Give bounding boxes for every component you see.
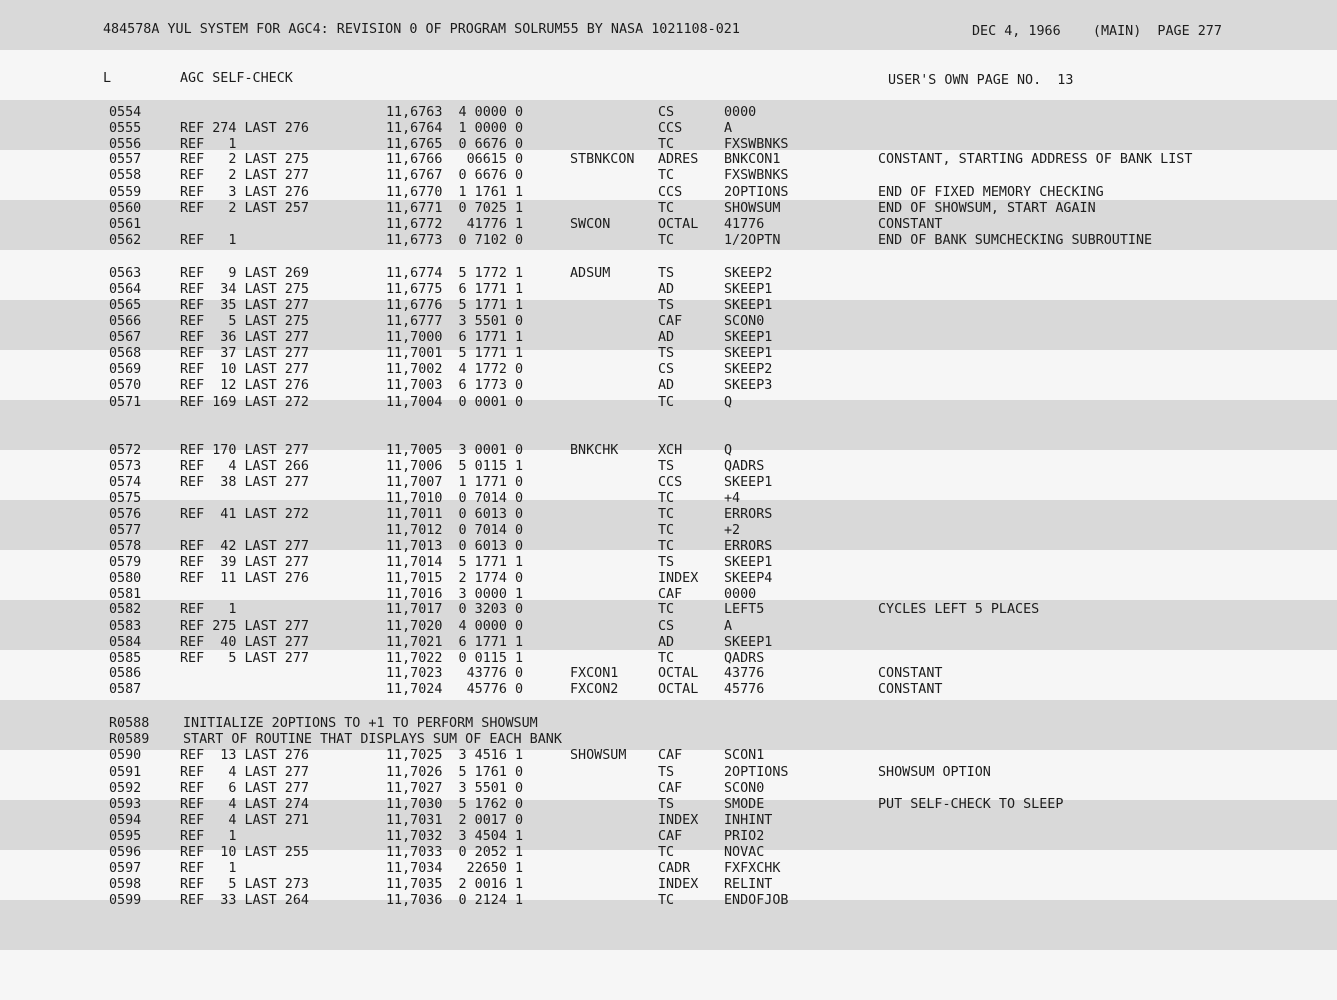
- opcode: CCS: [658, 121, 683, 136]
- symbol-label: SHOWSUM: [570, 748, 627, 763]
- operand: 1/2OPTN: [724, 233, 781, 248]
- cross-reference: REF 37 LAST 277: [180, 346, 309, 361]
- line-number: 0583: [109, 619, 142, 634]
- comment: CYCLES LEFT 5 PLACES: [878, 602, 1040, 617]
- line-number: 0598: [109, 877, 142, 892]
- line-number: 0597: [109, 861, 142, 876]
- opcode: CAF: [658, 748, 683, 763]
- operand: SKEEP1: [724, 555, 773, 570]
- operand: 0000: [724, 105, 757, 120]
- listing-row: [0, 330, 1337, 346]
- cross-reference: REF 5 LAST 275: [180, 314, 309, 329]
- operand: LEFT5: [724, 602, 765, 617]
- cross-reference: REF 10 LAST 277: [180, 362, 309, 377]
- cross-reference: REF 274 LAST 276: [180, 121, 309, 136]
- cross-reference: REF 38 LAST 277: [180, 475, 309, 490]
- listing-row: [0, 539, 1337, 555]
- operand: SKEEP1: [724, 346, 773, 361]
- address-code: 11,7013 0 6013 0: [386, 539, 524, 554]
- address-code: 11,7001 5 1771 1: [386, 346, 524, 361]
- listing-row: [0, 475, 1337, 491]
- cross-reference: REF 2 LAST 257: [180, 201, 309, 216]
- opcode: CAF: [658, 314, 683, 329]
- cross-reference: REF 4 LAST 266: [180, 459, 309, 474]
- operand: +2: [724, 523, 741, 538]
- address-code: 11,6766 06615 0: [386, 152, 524, 167]
- opcode: CADR: [658, 861, 691, 876]
- operand: Q: [724, 443, 733, 458]
- line-number: 0593: [109, 797, 142, 812]
- address-code: 11,7012 0 7014 0: [386, 523, 524, 538]
- operand: SCON0: [724, 314, 765, 329]
- listing-row: [0, 781, 1337, 797]
- line-number: 0585: [109, 651, 142, 666]
- cross-reference: REF 9 LAST 269: [180, 266, 309, 281]
- cross-reference: REF 36 LAST 277: [180, 330, 309, 345]
- cross-reference: REF 41 LAST 272: [180, 507, 309, 522]
- address-code: 11,7006 5 0115 1: [386, 459, 524, 474]
- address-code: 11,7015 2 1774 0: [386, 571, 524, 586]
- address-code: 11,6764 1 0000 0: [386, 121, 524, 136]
- opcode: CS: [658, 362, 675, 377]
- opcode: AD: [658, 282, 675, 297]
- operand: SKEEP1: [724, 330, 773, 345]
- opcode: CS: [658, 105, 675, 120]
- page-header-date-page: DEC 4, 1966 (MAIN) PAGE 277: [972, 24, 1222, 39]
- cross-reference: REF 42 LAST 277: [180, 539, 309, 554]
- opcode: TC: [658, 168, 675, 183]
- listing-row: [0, 555, 1337, 571]
- opcode: INDEX: [658, 571, 699, 586]
- line-number: 0556: [109, 137, 142, 152]
- opcode: CAF: [658, 781, 683, 796]
- opcode: TS: [658, 266, 675, 281]
- operand: QADRS: [724, 459, 765, 474]
- listing-row: [0, 491, 1337, 507]
- address-code: 11,7004 0 0001 0: [386, 395, 524, 410]
- opcode: TC: [658, 201, 675, 216]
- address-code: 11,7024 45776 0: [386, 682, 524, 697]
- line-number: 0565: [109, 298, 142, 313]
- symbol-label: BNKCHK: [570, 443, 619, 458]
- operand: 2OPTIONS: [724, 185, 789, 200]
- comment: CONSTANT: [878, 682, 943, 697]
- opcode: TC: [658, 233, 675, 248]
- address-code: 11,7026 5 1761 0: [386, 765, 524, 780]
- address-code: 11,6771 0 7025 1: [386, 201, 524, 216]
- listing-row: [0, 121, 1337, 137]
- operand: QADRS: [724, 651, 765, 666]
- opcode: INDEX: [658, 813, 699, 828]
- opcode: TC: [658, 507, 675, 522]
- address-code: 11,6775 6 1771 1: [386, 282, 524, 297]
- address-code: 11,6772 41776 1: [386, 217, 524, 232]
- opcode: OCTAL: [658, 217, 699, 232]
- cross-reference: REF 2 LAST 275: [180, 152, 309, 167]
- address-code: 11,7023 43776 0: [386, 666, 524, 681]
- cross-reference: REF 11 LAST 276: [180, 571, 309, 586]
- address-code: 11,7027 3 5501 0: [386, 781, 524, 796]
- cross-reference: REF 13 LAST 276: [180, 748, 309, 763]
- operand: BNKCON1: [724, 152, 781, 167]
- symbol-label: ADSUM: [570, 266, 611, 281]
- address-code: 11,7031 2 0017 0: [386, 813, 524, 828]
- listing-row: [0, 137, 1337, 153]
- address-code: 11,6774 5 1772 1: [386, 266, 524, 281]
- line-number: 0569: [109, 362, 142, 377]
- opcode: CCS: [658, 475, 683, 490]
- line-number: 0572: [109, 443, 142, 458]
- operand: 43776: [724, 666, 765, 681]
- address-code: 11,7002 4 1772 0: [386, 362, 524, 377]
- opcode: TC: [658, 137, 675, 152]
- opcode: TS: [658, 555, 675, 570]
- line-number: 0596: [109, 845, 142, 860]
- listing-row: [0, 635, 1337, 651]
- comment: CONSTANT, STARTING ADDRESS OF BANK LIST: [878, 152, 1193, 167]
- opcode: OCTAL: [658, 666, 699, 681]
- address-code: 11,7033 0 2052 1: [386, 845, 524, 860]
- address-code: 11,7011 0 6013 0: [386, 507, 524, 522]
- listing-row: [0, 571, 1337, 587]
- opcode: AD: [658, 330, 675, 345]
- opcode: TS: [658, 346, 675, 361]
- cross-reference: REF 1: [180, 829, 237, 844]
- listing-row: [0, 314, 1337, 330]
- listing-row: [0, 523, 1337, 539]
- address-code: 11,6763 4 0000 0: [386, 105, 524, 120]
- listing-row: [0, 587, 1337, 603]
- cross-reference: REF 12 LAST 276: [180, 378, 309, 393]
- line-number: 0587: [109, 682, 142, 697]
- address-code: 11,6777 3 5501 0: [386, 314, 524, 329]
- line-number: 0558: [109, 168, 142, 183]
- remark-text: START OF ROUTINE THAT DISPLAYS SUM OF EACH BANK: [183, 732, 562, 747]
- address-code: 11,6773 0 7102 0: [386, 233, 524, 248]
- line-number: 0559: [109, 185, 142, 200]
- listing-row: [0, 682, 1337, 698]
- line-number: 0567: [109, 330, 142, 345]
- comment: CONSTANT: [878, 217, 943, 232]
- address-code: 11,6765 0 6676 0: [386, 137, 524, 152]
- listing-row: [0, 748, 1337, 764]
- opcode: CAF: [658, 587, 683, 602]
- address-code: 11,7020 4 0000 0: [386, 619, 524, 634]
- listing-row: [0, 861, 1337, 877]
- listing-row: [0, 507, 1337, 523]
- opcode: CS: [658, 619, 675, 634]
- line-number: R0588: [109, 716, 150, 731]
- line-number: 0568: [109, 346, 142, 361]
- opcode: ADRES: [658, 152, 699, 167]
- line-number: 0557: [109, 152, 142, 167]
- line-number: 0580: [109, 571, 142, 586]
- line-number: 0590: [109, 748, 142, 763]
- address-code: 11,6770 1 1761 1: [386, 185, 524, 200]
- cross-reference: REF 10 LAST 255: [180, 845, 309, 860]
- listing-marker: L: [103, 71, 112, 86]
- opcode: TC: [658, 651, 675, 666]
- symbol-label: FXCON1: [570, 666, 619, 681]
- line-number: 0575: [109, 491, 142, 506]
- operand: SKEEP1: [724, 475, 773, 490]
- address-code: 11,7035 2 0016 1: [386, 877, 524, 892]
- cross-reference: REF 169 LAST 272: [180, 395, 309, 410]
- address-code: 11,7005 3 0001 0: [386, 443, 524, 458]
- operand: A: [724, 619, 733, 634]
- listing-row: [0, 346, 1337, 362]
- line-number: 0566: [109, 314, 142, 329]
- cross-reference: REF 40 LAST 277: [180, 635, 309, 650]
- line-number: 0582: [109, 602, 142, 617]
- cross-reference: REF 34 LAST 275: [180, 282, 309, 297]
- operand: SKEEP1: [724, 282, 773, 297]
- opcode: TC: [658, 523, 675, 538]
- line-number: 0574: [109, 475, 142, 490]
- symbol-label: FXCON2: [570, 682, 619, 697]
- operand: 45776: [724, 682, 765, 697]
- line-number: 0584: [109, 635, 142, 650]
- operand: 0000: [724, 587, 757, 602]
- address-code: 11,7030 5 1762 0: [386, 797, 524, 812]
- opcode: OCTAL: [658, 682, 699, 697]
- cross-reference: REF 4 LAST 274: [180, 797, 309, 812]
- operand: SHOWSUM: [724, 201, 781, 216]
- address-code: 11,7021 6 1771 1: [386, 635, 524, 650]
- address-code: 11,7003 6 1773 0: [386, 378, 524, 393]
- symbol-label: STBNKCON: [570, 152, 635, 167]
- listing-row: [0, 813, 1337, 829]
- listing-row: [0, 732, 1337, 748]
- operand: ERRORS: [724, 539, 773, 554]
- listing-row: [0, 877, 1337, 893]
- operand: INHINT: [724, 813, 773, 828]
- cross-reference: REF 39 LAST 277: [180, 555, 309, 570]
- line-number: 0554: [109, 105, 142, 120]
- cross-reference: REF 2 LAST 277: [180, 168, 309, 183]
- operand: SKEEP3: [724, 378, 773, 393]
- line-number: 0570: [109, 378, 142, 393]
- cross-reference: REF 1: [180, 233, 237, 248]
- line-number: 0562: [109, 233, 142, 248]
- operand: SMODE: [724, 797, 765, 812]
- opcode: TC: [658, 491, 675, 506]
- line-number: 0555: [109, 121, 142, 136]
- opcode: TC: [658, 845, 675, 860]
- opcode: TC: [658, 602, 675, 617]
- address-code: 11,7036 0 2124 1: [386, 893, 524, 908]
- listing-row: [0, 282, 1337, 298]
- opcode: CAF: [658, 829, 683, 844]
- cross-reference: REF 3 LAST 276: [180, 185, 309, 200]
- line-number: 0581: [109, 587, 142, 602]
- operand: Q: [724, 395, 733, 410]
- operand: PRIO2: [724, 829, 765, 844]
- comment: PUT SELF-CHECK TO SLEEP: [878, 797, 1064, 812]
- operand: NOVAC: [724, 845, 765, 860]
- comment: END OF BANK SUMCHECKING SUBROUTINE: [878, 233, 1153, 248]
- listing-row: [0, 395, 1337, 411]
- cross-reference: REF 275 LAST 277: [180, 619, 309, 634]
- listing-row: [0, 266, 1337, 282]
- page-header-title: 484578A YUL SYSTEM FOR AGC4: REVISION 0 OF PROGRAM SOLRUM55 BY NASA 1021108-021: [103, 22, 740, 37]
- operand: 2OPTIONS: [724, 765, 789, 780]
- operand: 41776: [724, 217, 765, 232]
- operand: SCON0: [724, 781, 765, 796]
- line-number: R0589: [109, 732, 150, 747]
- operand: SKEEP2: [724, 362, 773, 377]
- operand: SCON1: [724, 748, 765, 763]
- comment: SHOWSUM OPTION: [878, 765, 991, 780]
- line-number: 0576: [109, 507, 142, 522]
- listing-row: [0, 168, 1337, 184]
- line-number: 0564: [109, 282, 142, 297]
- line-number: 0586: [109, 666, 142, 681]
- address-code: 11,7016 3 0000 1: [386, 587, 524, 602]
- cross-reference: REF 4 LAST 271: [180, 813, 309, 828]
- operand: +4: [724, 491, 741, 506]
- address-code: 11,6776 5 1771 1: [386, 298, 524, 313]
- listing-row: [0, 298, 1337, 314]
- address-code: 11,6767 0 6676 0: [386, 168, 524, 183]
- opcode: XCH: [658, 443, 683, 458]
- operand: FXSWBNKS: [724, 137, 789, 152]
- cross-reference: REF 5 LAST 273: [180, 877, 309, 892]
- users-page-number: USER'S OWN PAGE NO. 13: [888, 73, 1074, 88]
- cross-reference: REF 5 LAST 277: [180, 651, 309, 666]
- line-number: 0595: [109, 829, 142, 844]
- line-number: 0571: [109, 395, 142, 410]
- listing-row: [0, 459, 1337, 475]
- address-code: 11,7017 0 3203 0: [386, 602, 524, 617]
- listing-row: [0, 765, 1337, 781]
- listing-row: [0, 378, 1337, 394]
- line-number: 0573: [109, 459, 142, 474]
- address-code: 11,7032 3 4504 1: [386, 829, 524, 844]
- opcode: INDEX: [658, 877, 699, 892]
- listing-row: [0, 201, 1337, 217]
- operand: A: [724, 121, 733, 136]
- line-number: 0561: [109, 217, 142, 232]
- listing-row: [0, 666, 1337, 682]
- opcode: TC: [658, 893, 675, 908]
- listing-row: [0, 619, 1337, 635]
- cross-reference: REF 1: [180, 861, 237, 876]
- listing-row: [0, 105, 1337, 121]
- line-number: 0592: [109, 781, 142, 796]
- operand: SKEEP4: [724, 571, 773, 586]
- operand: ENDOFJOB: [724, 893, 789, 908]
- line-number: 0579: [109, 555, 142, 570]
- address-code: 11,7025 3 4516 1: [386, 748, 524, 763]
- line-number: 0599: [109, 893, 142, 908]
- listing-row: [0, 362, 1337, 378]
- opcode: TS: [658, 459, 675, 474]
- cross-reference: REF 4 LAST 277: [180, 765, 309, 780]
- listing-row: [0, 651, 1337, 667]
- cross-reference: REF 1: [180, 137, 237, 152]
- opcode: TC: [658, 395, 675, 410]
- opcode: TS: [658, 298, 675, 313]
- line-number: 0563: [109, 266, 142, 281]
- line-number: 0594: [109, 813, 142, 828]
- operand: ERRORS: [724, 507, 773, 522]
- cross-reference: REF 1: [180, 602, 237, 617]
- symbol-label: SWCON: [570, 217, 611, 232]
- line-number: 0591: [109, 765, 142, 780]
- opcode: TC: [658, 539, 675, 554]
- address-code: 11,7010 0 7014 0: [386, 491, 524, 506]
- operand: RELINT: [724, 877, 773, 892]
- comment: END OF SHOWSUM, START AGAIN: [878, 201, 1096, 216]
- operand: SKEEP1: [724, 298, 773, 313]
- address-code: 11,7022 0 0115 1: [386, 651, 524, 666]
- remark-text: INITIALIZE 2OPTIONS TO +1 TO PERFORM SHOWSUM: [183, 716, 538, 731]
- line-number: 0560: [109, 201, 142, 216]
- opcode: TS: [658, 797, 675, 812]
- operand: SKEEP2: [724, 266, 773, 281]
- address-code: 11,7007 1 1771 0: [386, 475, 524, 490]
- address-code: 11,7000 6 1771 1: [386, 330, 524, 345]
- opcode: AD: [658, 635, 675, 650]
- listing-row: [0, 893, 1337, 909]
- listing-row: [0, 797, 1337, 813]
- cross-reference: REF 33 LAST 264: [180, 893, 309, 908]
- cross-reference: REF 170 LAST 277: [180, 443, 309, 458]
- operand: FXFXCHK: [724, 861, 781, 876]
- line-number: 0577: [109, 523, 142, 538]
- listing-row: [0, 152, 1337, 168]
- listing-row: [0, 443, 1337, 459]
- section-title: AGC SELF-CHECK: [180, 71, 293, 86]
- address-code: 11,7034 22650 1: [386, 861, 524, 876]
- operand: SKEEP1: [724, 635, 773, 650]
- listing-row: [0, 217, 1337, 233]
- line-number: 0578: [109, 539, 142, 554]
- listing-row: [0, 185, 1337, 201]
- opcode: AD: [658, 378, 675, 393]
- listing-row: [0, 716, 1337, 732]
- listing-row: [0, 845, 1337, 861]
- comment: END OF FIXED MEMORY CHECKING: [878, 185, 1104, 200]
- operand: FXSWBNKS: [724, 168, 789, 183]
- listing-row: [0, 829, 1337, 845]
- opcode: TS: [658, 765, 675, 780]
- listing-row: [0, 233, 1337, 249]
- cross-reference: REF 6 LAST 277: [180, 781, 309, 796]
- opcode: CCS: [658, 185, 683, 200]
- listing-row: [0, 602, 1337, 618]
- comment: CONSTANT: [878, 666, 943, 681]
- cross-reference: REF 35 LAST 277: [180, 298, 309, 313]
- address-code: 11,7014 5 1771 1: [386, 555, 524, 570]
